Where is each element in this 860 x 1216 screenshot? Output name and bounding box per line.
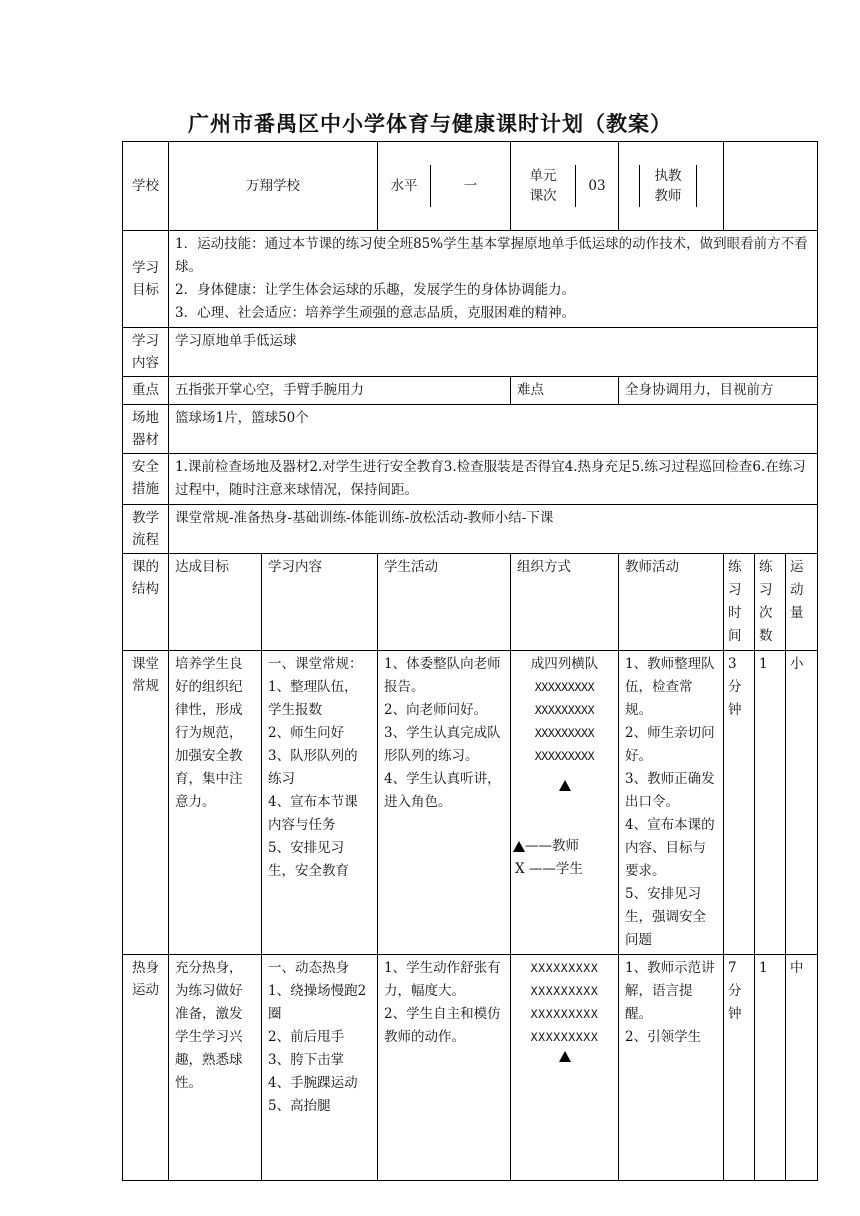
level-cell [378,142,511,231]
structure-col-count: 练 习 次 数 [755,554,786,651]
row-time: 3 分 钟 [724,651,755,955]
row-organization [511,651,619,955]
row-student: 1、学生动作舒张有力，幅度大。 2、学生自主和模仿教师的动作。 [378,955,511,1181]
difficulty-text: 全身协调用力，目视前方 [619,377,818,405]
structure-col-load: 运 动 量 [786,554,818,651]
structure-col-content: 学习内容 [262,554,378,651]
goals-label: 学习 目标 [123,231,169,328]
row-teacher: 1、教师整理队伍，检查常规。 2、师生亲切问好。 3、教师正确发出口令。 4、宣布本课的内容、目标与要求。 5、安排见习生，强调安全问题 [619,651,724,955]
org-line: XXXXXXXXX [534,726,595,740]
org-line: XXXXXXXXX [530,984,599,998]
content-text: 学习原地单手低运球 [169,328,818,377]
row-part: 热身 运动 [123,955,169,1181]
structure-col-part: 课的 结构 [123,554,169,651]
row-part: 课堂 常规 [123,651,169,955]
row-time: 7 分 钟 [724,955,755,1181]
row-count: 1 [755,651,786,955]
safety-text: 1.课前检查场地及器材2.对学生进行安全教育3.检查服装是否得宜4.热身充足5.练习过程巡回检查6.在练习过程中，随时注意来球情况，保持间距。 [169,454,818,505]
table-row [123,651,818,955]
unit-value: 03 [588,177,606,194]
structure-col-org: 组织方式 [511,554,619,651]
legend-student: X ——学生 [515,861,583,877]
teacher-marker-icon [559,780,571,791]
level-value: 一 [463,177,478,194]
lesson-plan-table [122,141,818,1181]
level-label: 水平 [378,165,431,207]
safety-label: 安全 措施 [123,454,169,505]
row-count: 1 [755,955,786,1181]
org-line: XXXXXXXXX [530,1007,599,1021]
flow-text: 课堂常规-准备热身-基础训练-体能训练-放松活动-教师小结-下课 [169,505,818,554]
difficulty-label: 难点 [511,377,619,405]
structure-col-teacher: 教师活动 [619,554,724,651]
key-label: 重点 [123,377,169,405]
org-line: XXXXXXXXX [534,749,595,763]
venue-label: 场地 器材 [123,405,169,454]
org-line: XXXXXXXXX [534,703,595,717]
key-text: 五指张开掌心空，手臂手腕用力 [169,377,511,405]
content-label: 学习 内容 [123,328,169,377]
org-title: 成四列横队 [530,656,599,672]
table-row [123,955,818,1181]
document-title: 广州市番禺区中小学体育与健康课时计划（教案） [188,112,672,136]
teacher-label: 执教 教师 [640,165,697,207]
row-goal: 培养学生良好的组织纪律性，形成行为规范，加强安全教育，集中注意力。 [169,651,262,955]
unit-cell [511,142,619,231]
teacher-marker-icon [559,1051,571,1062]
legend-teacher: ——教师 [525,838,579,854]
row-load: 小 [786,651,818,955]
row-load: 中 [786,955,818,1181]
flow-label: 教学 流程 [123,505,169,554]
org-line: XXXXXXXXX [530,961,599,975]
row-content: 一、课堂常规： 1、整理队伍，学生报数 2、师生问好 3、队形队列的练习 4、宣布本节课内容与任务 5、安排见习生，安全教育 [262,651,378,955]
row-teacher: 1、教师示范讲解，语言提醒。 2、引领学生 [619,955,724,1181]
row-organization [511,955,619,1181]
org-line: XXXXXXXXX [530,1030,599,1044]
teacher-value [724,142,818,231]
teacher-cell [619,142,724,231]
unit-label: 单元 课次 [511,165,576,207]
row-goal: 充分热身，为练习做好准备，激发学生学习兴趣，熟悉球性。 [169,955,262,1181]
org-line: XXXXXXXXX [534,680,595,694]
structure-col-goal: 达成目标 [169,554,262,651]
goals-text: 1．运动技能：通过本节课的练习使全班85%学生基本掌握原地单手低运球的动作技术，做到眼看前方不看球。 2．身体健康：让学生体会运球的乐趣，发展学生的身体协调能力。 3．心理、社会适应：培养学生顽强的意志品质，克服困难的精神。 [169,231,818,328]
school-value: 万翔学校 [169,142,378,231]
venue-text: 篮球场1片，篮球50个 [169,405,818,454]
row-content: 一、动态热身 1、绕操场慢跑2圈 2、前后甩手 3、胯下击掌 4、手腕踝运动 5、高抬腿 [262,955,378,1181]
structure-col-student: 学生活动 [378,554,511,651]
row-student: 1、体委整队向老师报告。 2、向老师问好。 3、学生认真完成队形队列的练习。 4、学生认真听讲，进入角色。 [378,651,511,955]
structure-col-time: 练 习 时 间 [724,554,755,651]
school-label: 学校 [123,142,169,231]
teacher-marker-icon [513,841,525,852]
